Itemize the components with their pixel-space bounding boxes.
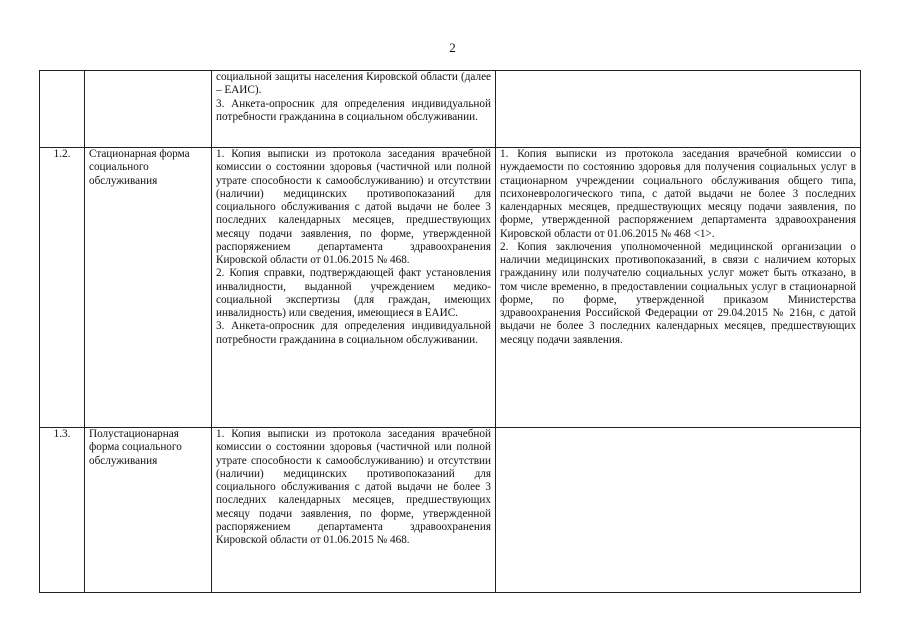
service-form-cell — [85, 71, 212, 148]
required-documents-cell — [212, 428, 496, 593]
table-row — [40, 428, 861, 593]
required-documents-cell — [212, 71, 496, 148]
additional-documents-cell — [496, 148, 861, 428]
table-row — [40, 71, 861, 148]
documents-table — [39, 70, 861, 593]
additional-documents-cell — [496, 428, 861, 593]
document-item: социальной защиты населения Кировской области (далее – ЕАИС). — [216, 71, 491, 97]
document-item: 3. Анкета-опросник для определения индивидуальной потребности гражданина в социальном обслуживании. — [216, 97, 491, 123]
document-item: 1. Копия выписки из протокола заседания врачебной комиссии о нуждаемости по состоянию здоровья для получения социальных услуг в стационарном учреждении социального обслуживания общего типа, психоневрологического типа, с датой выдачи не более 3 последних календарных месяцев, предшествующих месяцу подачи заявления, по форме, утвержденной распоряжением департамента здравоохранения Кировской области от 01.06.2015 № 468 <1>. — [500, 148, 856, 240]
service-form-label: Стационарная форма социального обслуживания — [89, 148, 190, 187]
table-row — [40, 148, 861, 428]
document-item: 2. Копия справки, подтверждающей факт установления инвалидности, выданной учреждением медико-социальной экспертизы (для граждан, имеющих инвалидность) или сведения, имеющиеся в ЕАИС. — [216, 267, 491, 319]
page-number: 2 — [449, 40, 456, 55]
row-number-cell — [40, 71, 85, 148]
additional-documents-cell — [496, 71, 861, 148]
document-item: 3. Анкета-опросник для определения индивидуальной потребности гражданина в социальном обслуживании. — [216, 320, 491, 346]
service-form-cell — [85, 428, 212, 593]
service-form-label: Полустационарная форма социального обслуживания — [89, 428, 182, 467]
row-number-cell: 1.2. — [40, 148, 85, 428]
document-item: 1. Копия выписки из протокола заседания врачебной комиссии о состоянии здоровья (частичной или полной утрате способности к самообслуживанию) и отсутствии (наличии) медицинских противопоказаний для социального обслуживания с датой выдачи не более 3 последних календарных месяцев, предшествующих месяцу подачи заявления, по форме, утвержденной распоряжением департамента здравоохранения Кировской области от 01.06.2015 № 468. — [216, 428, 491, 546]
document-item: 1. Копия выписки из протокола заседания врачебной комиссии о состоянии здоровья (частичной или полной утрате способности к самообслуживанию) и отсутствии (наличии) медицинских противопоказаний для социального обслуживания с датой выдачи не более 3 последних календарных месяцев, предшествующих месяцу подачи заявления, по форме, утвержденной распоряжением департамента здравоохранения Кировской области от 01.06.2015 № 468. — [216, 148, 491, 266]
service-form-cell — [85, 148, 212, 428]
required-documents-cell — [212, 148, 496, 428]
row-number-cell: 1.3. — [40, 428, 85, 593]
document-item: 2. Копия заключения уполномоченной медицинской организации о наличии медицинских противопоказаний, в связи с наличием которых гражданину или получателю социальных услуг может быть отказано, в том числе временно, в предоставлении социальных услуг в стационарной форме, по форме, утвержденной приказом Министерства здравоохранения Российской Федерации от 29.04.2015 № 216н, с датой выдачи не более 3 последних календарных месяцев, предшествующих месяцу подачи заявления. — [500, 240, 856, 346]
